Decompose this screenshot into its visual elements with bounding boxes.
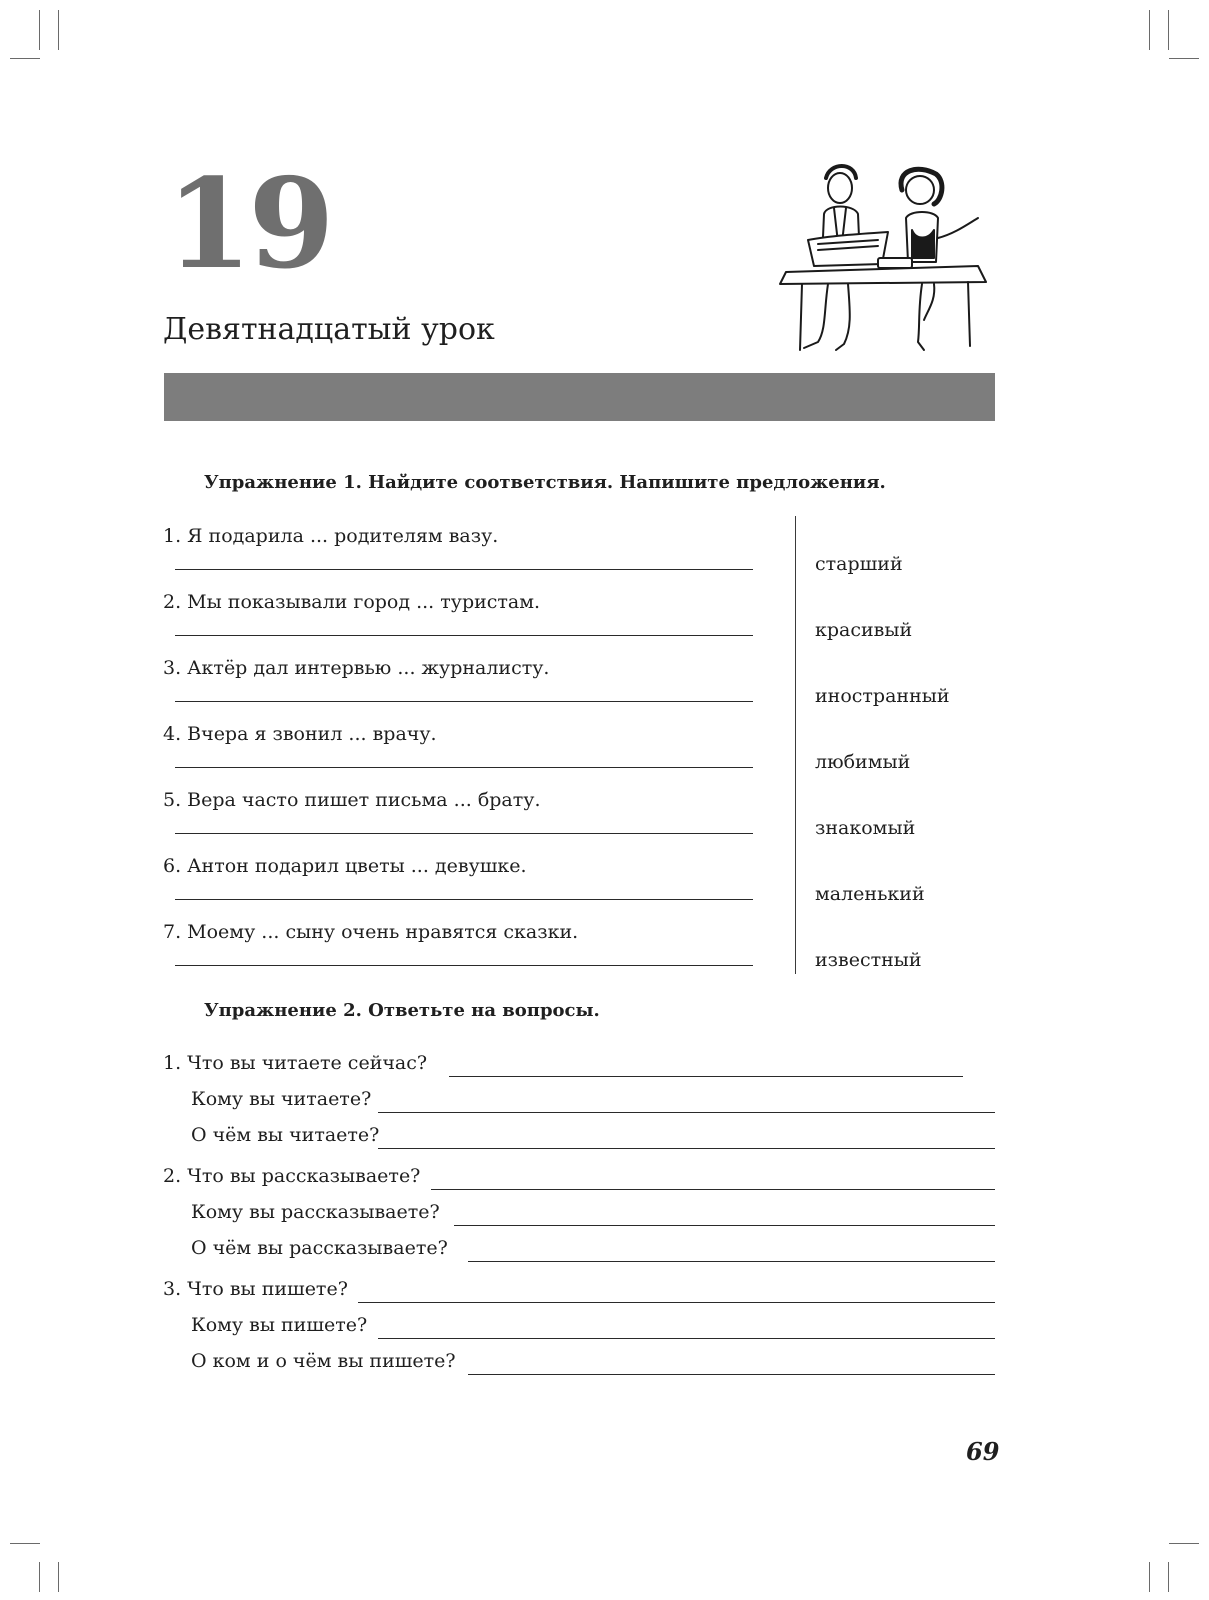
answer-line[interactable] [449,1076,963,1077]
exercise-1-item [163,591,763,657]
exercise-1-sentence: 4. Вчера я звонил ... врачу. [163,723,437,745]
question-text: О чём вы рассказываете? [191,1237,448,1259]
answer-line[interactable] [175,635,753,636]
exercise-1-sentence: 7. Моему ... сыну очень нравятся сказки. [163,921,579,943]
question-row [163,1165,995,1193]
word-option: маленький [815,883,925,905]
exercise-1-item [163,525,763,591]
word-option: знакомый [815,817,916,839]
question-row [163,1052,963,1080]
word-option: любимый [815,751,911,773]
couple-at-table-illustration [778,160,996,356]
question-text: 3. Что вы пишете? [163,1278,348,1300]
question-row [191,1350,995,1378]
question-text: О чём вы читаете? [191,1124,380,1146]
exercise-1-item [163,855,763,921]
chapter-number: 19 [166,152,331,297]
question-text: 1. Что вы читаете сейчас? [163,1052,428,1074]
answer-line[interactable] [175,569,753,570]
column-divider [795,516,796,974]
question-row [191,1237,995,1265]
answer-line[interactable] [468,1374,995,1375]
word-option: иностранный [815,685,950,707]
answer-line[interactable] [175,767,753,768]
question-row [191,1088,995,1116]
answer-line[interactable] [468,1261,995,1262]
word-option: красивый [815,619,913,641]
question-text: 2. Что вы рассказываете? [163,1165,421,1187]
question-row [163,1278,995,1306]
answer-line[interactable] [175,701,753,702]
question-row [191,1124,995,1152]
exercise-1-item [163,657,763,723]
question-text: О ком и о чём вы пишете? [191,1350,456,1372]
exercise-1-item [163,789,763,855]
answer-line[interactable] [431,1189,995,1190]
exercise-1-sentence: 1. Я подарила ... родителям вазу. [163,525,499,547]
word-option: старший [815,553,903,575]
question-text: Кому вы читаете? [191,1088,372,1110]
answer-line[interactable] [378,1338,995,1339]
exercise-1-heading: Упражнение 1. Найдите соответствия. Напишите предложения. [204,472,886,493]
exercise-1-item [163,921,763,987]
answer-line[interactable] [454,1225,995,1226]
answer-line[interactable] [358,1302,995,1303]
exercise-1-sentence: 2. Мы показывали город ... туристам. [163,591,541,613]
exercise-1-sentence: 3. Актёр дал интервью ... журналисту. [163,657,550,679]
question-text: Кому вы рассказываете? [191,1201,440,1223]
chapter-banner-bar [164,373,995,421]
exercise-1-sentence: 6. Антон подарил цветы ... девушке. [163,855,527,877]
question-row [191,1201,995,1229]
exercise-1-sentence: 5. Вера часто пишет письма ... брату. [163,789,541,811]
word-option: известный [815,949,922,971]
question-row [191,1314,995,1342]
answer-line[interactable] [175,965,753,966]
page-number: 69 [966,1437,1000,1466]
answer-line[interactable] [175,833,753,834]
question-text: Кому вы пишете? [191,1314,368,1336]
answer-line[interactable] [175,899,753,900]
answer-line[interactable] [378,1148,995,1149]
exercise-2-heading: Упражнение 2. Ответьте на вопросы. [204,1000,600,1021]
answer-line[interactable] [378,1112,995,1113]
lesson-title: Девятнадцатый урок [163,312,495,347]
exercise-1-item [163,723,763,789]
